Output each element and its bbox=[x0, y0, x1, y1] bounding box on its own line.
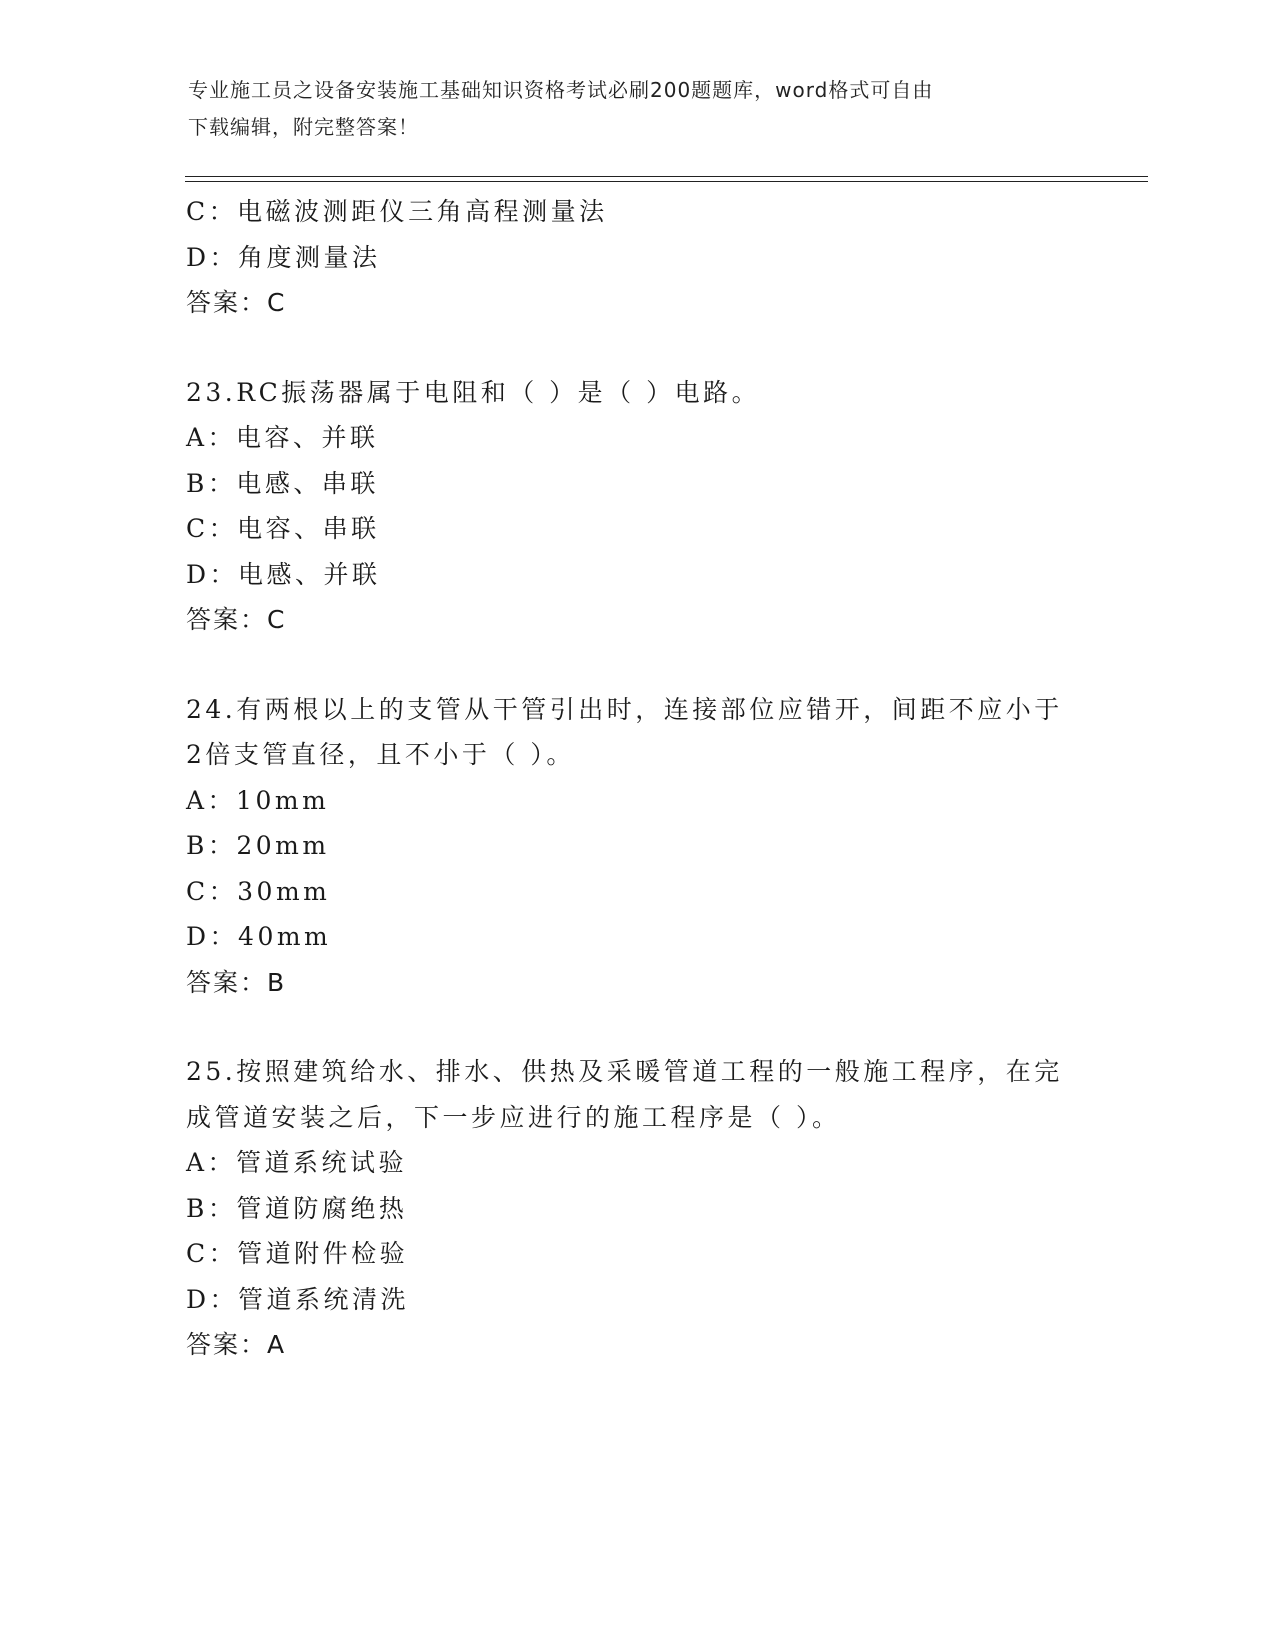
option-d: D：40mm bbox=[186, 922, 332, 951]
answer-line: 答案：A bbox=[186, 1330, 287, 1359]
question-spacer bbox=[186, 1005, 1086, 1049]
question-24 bbox=[186, 687, 1086, 1006]
question-25 bbox=[186, 1049, 1086, 1368]
question-22-partial bbox=[186, 189, 1086, 326]
question-23 bbox=[186, 370, 1086, 643]
question-stem: 24.有两根以上的支管从干管引出时，连接部位应错开，间距不应小于 bbox=[186, 694, 1063, 724]
option-a: A：管道系统试验 bbox=[186, 1148, 408, 1177]
header-line-2: 下载编辑，附完整答案！ bbox=[188, 115, 419, 139]
question-spacer bbox=[186, 326, 1086, 370]
option-d: D：角度测量法 bbox=[186, 242, 381, 272]
option-b: B：20mm bbox=[186, 831, 330, 860]
option-b: B：电感、串联 bbox=[186, 468, 379, 498]
option-c: C：30mm bbox=[186, 876, 331, 906]
question-list bbox=[186, 189, 1086, 1368]
option-c: C：电容、串联 bbox=[186, 514, 380, 543]
option-a: A：10mm bbox=[186, 785, 330, 815]
question-stem: 23.RC振荡器属于电阻和（ ）是（ ）电路。 bbox=[186, 377, 761, 407]
option-b: B：管道防腐绝热 bbox=[186, 1193, 408, 1223]
header-line-1: 专业施工员之设备安装施工基础知识资格考试必刷200题题库，word格式可自由 bbox=[188, 78, 934, 102]
answer-line: 答案：B bbox=[186, 967, 287, 997]
option-d: D：电感、并联 bbox=[186, 559, 381, 589]
option-c: C：管道附件检验 bbox=[186, 1239, 409, 1268]
header-divider-top bbox=[185, 176, 1148, 177]
question-stem-continued: 成管道安装之后，下一步应进行的施工程序是（ ）。 bbox=[186, 1102, 841, 1132]
option-c: C：电磁波测距仪三角高程测量法 bbox=[186, 197, 608, 226]
option-a: A：电容、并联 bbox=[186, 423, 379, 452]
question-spacer bbox=[186, 643, 1086, 687]
answer-line: 答案：C bbox=[186, 605, 287, 634]
question-stem-continued: 2倍支管直径，且不小于（ ）。 bbox=[186, 740, 575, 769]
question-stem: 25.按照建筑给水、排水、供热及采暖管道工程的一般施工程序，在完 bbox=[186, 1057, 1063, 1086]
answer-line: 答案：C bbox=[186, 288, 287, 317]
header-divider-bottom bbox=[185, 181, 1148, 182]
option-d: D：管道系统清洗 bbox=[186, 1284, 410, 1314]
document-header bbox=[188, 72, 1068, 146]
